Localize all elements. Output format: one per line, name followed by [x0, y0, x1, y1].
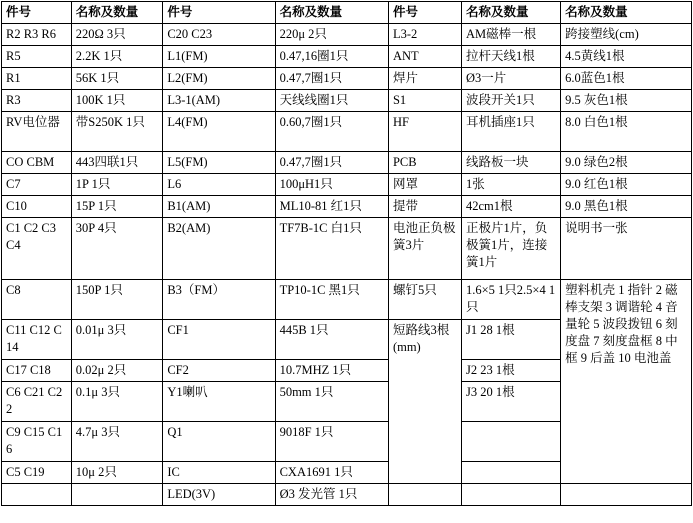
table-cell: 9.0 红色1根: [561, 174, 692, 196]
table-cell: 短路线3根(mm): [388, 320, 461, 484]
table-cell: 10μ 2只: [71, 462, 163, 484]
table-cell: C7: [2, 174, 72, 196]
table-cell: C6 C21 C22: [2, 382, 72, 422]
table-cell: [71, 484, 163, 506]
table-cell: Y1喇叭: [163, 382, 275, 422]
table-cell: L3-2: [388, 24, 461, 46]
table-cell: 0.02μ 2只: [71, 360, 163, 382]
table-cell: C17 C18: [2, 360, 72, 382]
table-cell: C10: [2, 196, 72, 218]
header-part: 件号: [2, 2, 72, 24]
table-cell: 天线线圈1只: [275, 90, 388, 112]
table-cell: 100K 1只: [71, 90, 163, 112]
table-cell: 15P 1只: [71, 196, 163, 218]
table-row: [2, 90, 692, 112]
table-cell: 42cm1根: [461, 196, 560, 218]
table-cell: Ø3一片: [461, 68, 560, 90]
table-cell: CO CBM: [2, 152, 72, 174]
header-name-qty: 名称及数量: [71, 2, 163, 24]
table-cell: 0.47,7圈1只: [275, 152, 388, 174]
table-cell: HF: [388, 112, 461, 152]
table-cell: 0.1μ 3只: [71, 382, 163, 422]
table-cell: [461, 462, 560, 484]
table-cell: TP10-1C 黑1只: [275, 280, 388, 320]
table-cell: 9.0 黑色1根: [561, 196, 692, 218]
table-cell: 4.5黄线1根: [561, 46, 692, 68]
table-cell: L6: [163, 174, 275, 196]
table-cell: 0.01μ 3只: [71, 320, 163, 360]
table-row: [2, 196, 692, 218]
table-cell: 220Ω 3只: [71, 24, 163, 46]
table-cell: B1(AM): [163, 196, 275, 218]
table-cell: C5 C19: [2, 462, 72, 484]
table-cell: 0.60,7圈1只: [275, 112, 388, 152]
table-cell: 焊片: [388, 68, 461, 90]
table-cell: 443四联1只: [71, 152, 163, 174]
table-cell: 220μ 2只: [275, 24, 388, 46]
table-cell: [461, 422, 560, 462]
table-cell: 2.2K 1只: [71, 46, 163, 68]
table-cell: J3 20 1根: [461, 382, 560, 422]
table-cell: L2(FM): [163, 68, 275, 90]
table-cell: 1.6×5 1只2.5×4 1只: [461, 280, 560, 320]
table-cell: 1P 1只: [71, 174, 163, 196]
table-cell: C9 C15 C16: [2, 422, 72, 462]
table-cell: 塑料机壳 1 指针 2 磁棒支架 3 调谐轮 4 音量轮 5 波段拨钮 6 刻度盘 7 刻度盘框 8 中框 9 后盖 10 电池盖: [561, 280, 692, 484]
table-cell: RV电位器: [2, 112, 72, 152]
table-cell: L3-1(AM): [163, 90, 275, 112]
table-cell: 耳机插座1只: [461, 112, 560, 152]
table-cell: 1张: [461, 174, 560, 196]
table-cell: J1 28 1根: [461, 320, 560, 360]
table-cell: CF2: [163, 360, 275, 382]
table-row: [2, 484, 692, 506]
table-cell: [2, 484, 72, 506]
table-cell: 8.0 白色1根: [561, 112, 692, 152]
table-row: [2, 174, 692, 196]
table-cell: B2(AM): [163, 218, 275, 280]
table-cell: ML10-81 红1只: [275, 196, 388, 218]
table-cell: Ø3 发光管 1只: [275, 484, 388, 506]
header-name-qty: 名称及数量: [275, 2, 388, 24]
table-cell: R5: [2, 46, 72, 68]
table-cell: 线路板一块: [461, 152, 560, 174]
table-cell: IC: [163, 462, 275, 484]
table-cell: L5(FM): [163, 152, 275, 174]
table-cell: S1: [388, 90, 461, 112]
table-row: [2, 218, 692, 280]
table-cell: LED(3V): [163, 484, 275, 506]
table-row: [2, 46, 692, 68]
table-row: [2, 280, 692, 320]
table-row: [2, 24, 692, 46]
header-part: 件号: [163, 2, 275, 24]
table-row: [2, 152, 692, 174]
table-cell: 50mm 1只: [275, 382, 388, 422]
table-cell: L1(FM): [163, 46, 275, 68]
table-cell: R2 R3 R6: [2, 24, 72, 46]
table-cell: CF1: [163, 320, 275, 360]
header-row: [2, 2, 692, 24]
table-cell: 445B 1只: [275, 320, 388, 360]
header-name-qty: 名称及数量: [561, 2, 692, 24]
table-cell: 9018F 1只: [275, 422, 388, 462]
table-cell: 提带: [388, 196, 461, 218]
table-cell: [461, 484, 560, 506]
table-cell: 网罩: [388, 174, 461, 196]
table-cell: 10.7MHZ 1只: [275, 360, 388, 382]
table-cell: R3: [2, 90, 72, 112]
table-cell: 150P 1只: [71, 280, 163, 320]
table-row: [2, 68, 692, 90]
table-cell: AM磁棒一根: [461, 24, 560, 46]
table-cell: 0.47,7圈1只: [275, 68, 388, 90]
table-cell: TF7B-1C 白1只: [275, 218, 388, 280]
table-cell: 正极片1片，负极簧1片，连接簧1片: [461, 218, 560, 280]
table-cell: C8: [2, 280, 72, 320]
table-cell: 拉杆天线1根: [461, 46, 560, 68]
table-cell: Q1: [163, 422, 275, 462]
table-cell: 9.0 绿色2根: [561, 152, 692, 174]
table-cell: 0.47,16圈1只: [275, 46, 388, 68]
table-cell: 56K 1只: [71, 68, 163, 90]
table-cell: CXA1691 1只: [275, 462, 388, 484]
table-cell: [561, 484, 692, 506]
table-cell: J2 23 1根: [461, 360, 560, 382]
table-cell: ANT: [388, 46, 461, 68]
table-row: [2, 112, 692, 152]
table-cell: 30P 4只: [71, 218, 163, 280]
table-cell: 带S250K 1只: [71, 112, 163, 152]
parts-list-table: [1, 1, 692, 506]
table-cell: 6.0蓝色1根: [561, 68, 692, 90]
table-cell: 4.7μ 3只: [71, 422, 163, 462]
header-part: 件号: [388, 2, 461, 24]
table-cell: C11 C12 C14: [2, 320, 72, 360]
table-cell: L4(FM): [163, 112, 275, 152]
table-cell: 螺钉5只: [388, 280, 461, 320]
table-cell: 跨接塑线(cm): [561, 24, 692, 46]
table-cell: 说明书一张: [561, 218, 692, 280]
table-cell: C1 C2 C3 C4: [2, 218, 72, 280]
table-cell: 100μH1只: [275, 174, 388, 196]
table-cell: PCB: [388, 152, 461, 174]
header-name-qty: 名称及数量: [461, 2, 560, 24]
table-cell: 电池正负极簧3片: [388, 218, 461, 280]
table-cell: R1: [2, 68, 72, 90]
table-cell: [388, 484, 461, 506]
table-cell: 波段开关1只: [461, 90, 560, 112]
table-cell: C20 C23: [163, 24, 275, 46]
table-cell: B3（FM）: [163, 280, 275, 320]
table-cell: 9.5 灰色1根: [561, 90, 692, 112]
